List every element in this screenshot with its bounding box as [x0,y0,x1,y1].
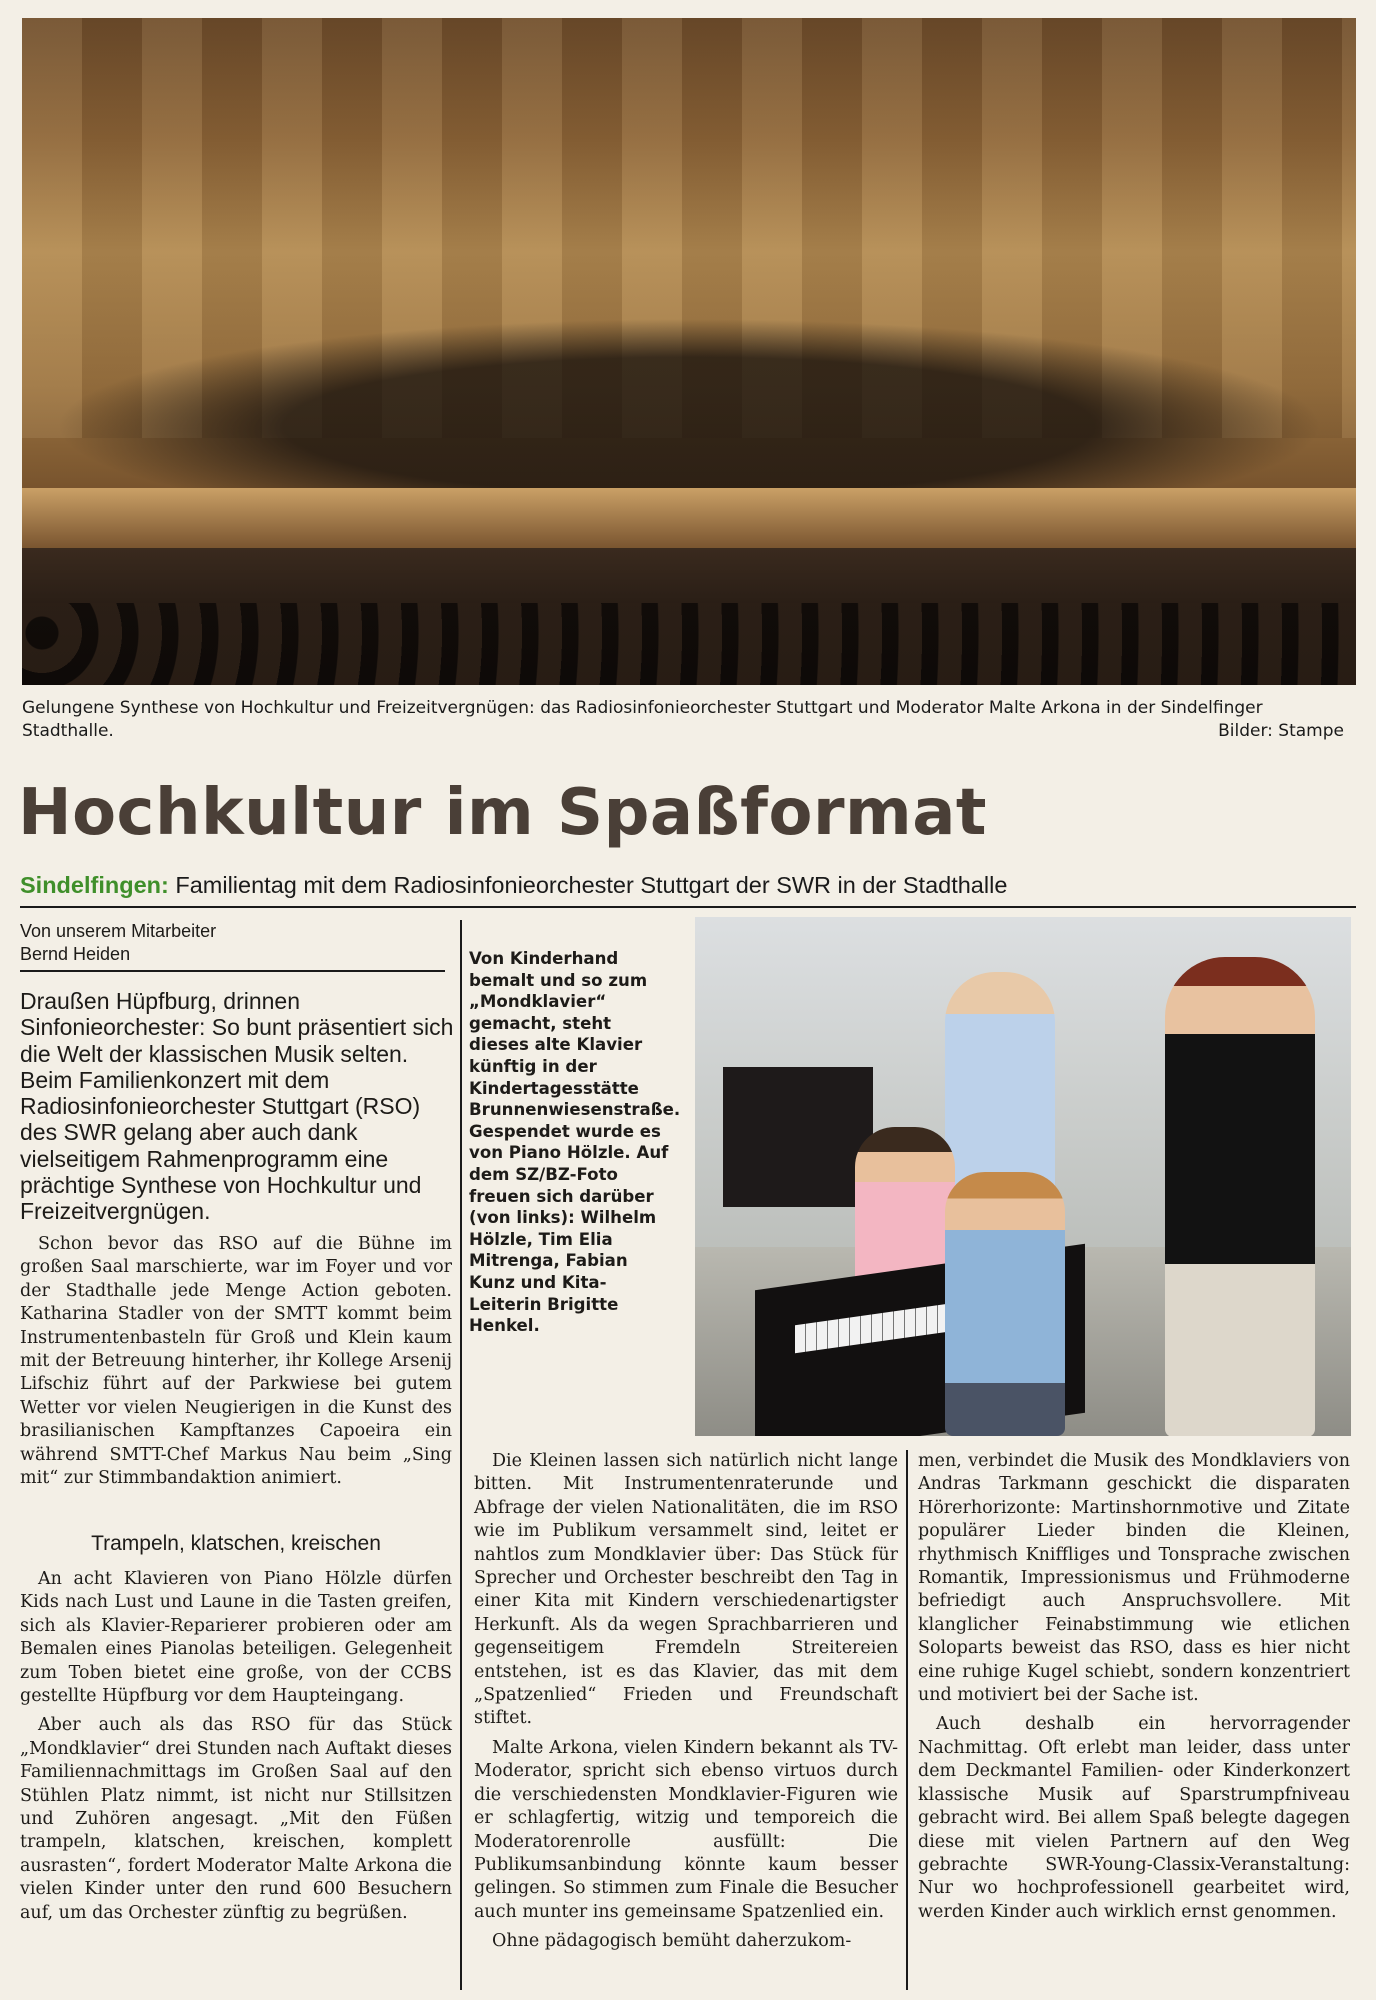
paragraph: men, verbindet die Musik des Mondklaviers von Andras Tarkmann geschickt die disparaten Hörerhorizonte: Martinshornmotive und Zitate populärer Lieder binden die Kleinen, rhythmisch Kniffliges und Tonsprache zwischen Romantik, Impressionismus und Frühmoderne befriedigt auch Anspruchsvollere. Mit klanglicher Feinabstimmung wie etlichen Soloparts beweist das RSO, dass es hier nicht eine ruhige Kugel schiebt, sondern konzentriert und motiviert bei der Sache ist. [918,1451,1350,1706]
audience-silhouettes [22,603,1356,685]
column-1-top [20,1233,452,1490]
background-piano [723,1067,873,1207]
caption-text: Gelungene Synthese von Hochkultur und Freizeitvergnügen: das Radiosinfonieorchester Stuttgart und Moderator Malte Arkona in der Sindelfinger Stadthalle. [22,698,1263,741]
photo-credit: Bilder: Stampe [1218,721,1344,741]
column-divider [906,1450,908,1990]
paragraph: Ohne pädagogisch bemüht daherzukom- [492,1931,852,1952]
paragraph: Aber auch als das RSO für das Stück „Mondklavier“ drei Stunden nach Auftakt dieses Familiennachmittags im Großen Saal auf den Stühlen Platz nimmt, ist nicht nur Stillsitzen und Zuhören angesagt. „Mit den Füßen trampeln, klatschen, kreischen, komplett ausrasten“, fordert Moderator Malte Arkona die vielen Kinder unter den rund 600 Besuchern auf, um das Orchester zünftig zu begrüßen. [20,1715,452,1923]
photo-caption-top [22,697,1356,743]
byline [20,920,450,972]
column-2 [474,1450,898,1954]
column-divider [460,920,462,1990]
dateline-place: Sindelfingen: [20,872,169,898]
stage-edge [22,488,1356,548]
orchestra-on-stage [52,318,1326,498]
paragraph: Auch deshalb ein hervorragender Nachmittag. Oft erlebt man leider, dass unter dem Deckmantel Familien- oder Kinderkonzert klassische Musik auf Sparstrumpfniveau gebracht wird. Bei allem Spaß belegte dagegen diese mit vielen Partnern auf den Weg gebrachte SWR-Young-Classix-Veranstaltung: Nur wo hochprofessionell gearbeitet wird, werden Kinder auch wirklich ernst genommen. [918,1714,1350,1922]
lead-paragraph: Draußen Hüpfburg, drinnen Sinfonieorchester: So bunt präsentiert sich die Welt der klassischen Musik selten. Beim Familienkonzert mit dem Radiosinfonieorchester Stuttgart (RSO) des SWR gelang aber auch dank vielseitigem Rahmenprogramm eine prächtige Synthese von Hochkultur und Freizeitvergnügen. [20,988,454,1225]
concert-photo [22,18,1356,685]
piano-photo [695,917,1351,1436]
byline-rule [20,970,445,972]
boy-at-piano [945,1172,1065,1436]
section-subheading: Trampeln, klatschen, kreischen [91,1532,381,1555]
subheadline [20,872,1360,899]
paragraph: Malte Arkona, vielen Kindern bekannt als TV-Moderator, spricht sich ebenso virtuos durch die verschiedensten Mondklavier-Figuren wie er schlagfertig, witzig und temporeich die Moderatorenrolle ausfüllt: Die Publikumsanbindung könnte kaum besser gelingen. So stimmen zum Finale die Besucher auch munter ins gemeinsame Spatzenlied ein. [474,1737,898,1922]
paragraph: An acht Klavieren von Piano Hölzle dürfen Kids nach Lust und Laune in die Tasten greifen, sich als Klavier-Reparierer probieren oder am Bemalen eines Pianolas beteiligen. Gelegenheit zum Toben bietet eine große, von der CCBS gestellte Hüpfburg vor dem Haupteingang. [20,1569,452,1707]
headline-rule [20,906,1356,908]
headline: Hochkultur im Spaßformat [18,776,987,850]
woman-figure [1165,957,1315,1436]
piano-photo-caption: Von Kinderhand bemalt und so zum „Mondklavier“ gemacht, steht dieses alte Klavier künftig in der Kindertagesstätte Brunnenwiesenstraße. Gespendet wurde es von Piano Hölzle. Auf dem SZ/BZ-Foto freuen sich darüber (von links): Wilhelm Hölzle, Tim Elia Mitrenga, Fabian Kunz und Kita-Leiterin Brigitte Henkel. [469,949,681,1336]
paragraph: Schon bevor das RSO auf die Bühne im großen Saal marschierte, war im Foyer und vor der Stadthalle jede Menge Action geboten. Katharina Stadler von der SMTT kommt beim Instrumentenbasteln für Groß und Klein kaum mit der Betreuung hinterher, ihr Kollege Arsenij Lifschiz führt auf der Parkwiese bei gutem Wetter vor vielen Neugierigen in die Kunst des brasilianischen Kampftanzes Capoeira ein während SMTT-Chef Markus Nau beim „Sing mit“ zur Stimmbandaktion animiert. [20,1234,452,1489]
paragraph: Die Kleinen lassen sich natürlich nicht lange bitten. Mit Instrumentenraterunde und Abfrage der vielen Nationalitäten, die im RSO wie im Publikum versammelt sind, leitet er nahtlos zum Mondklavier über: Das Stück für Sprecher und Orchester beschreibt den Tag in einer Kita mit Kindern verschiedenartigster Herkunft. Als da wegen Sprachbarrieren und gegenseitigem Fremdeln Streitereien entstehen, ist es das Klavier, das mit dem „Spatzenlied“ Frieden und Freundschaft stiftet. [474,1451,898,1729]
byline-role: Von unserem Mitarbeiter [20,921,217,941]
byline-author: Bernd Heiden [20,944,131,964]
column-3 [918,1450,1350,1924]
column-1-bottom [20,1568,452,1925]
subhead-text: Familientag mit dem Radiosinfonieorchester Stuttgart der SWR in der Stadthalle [175,872,1008,898]
